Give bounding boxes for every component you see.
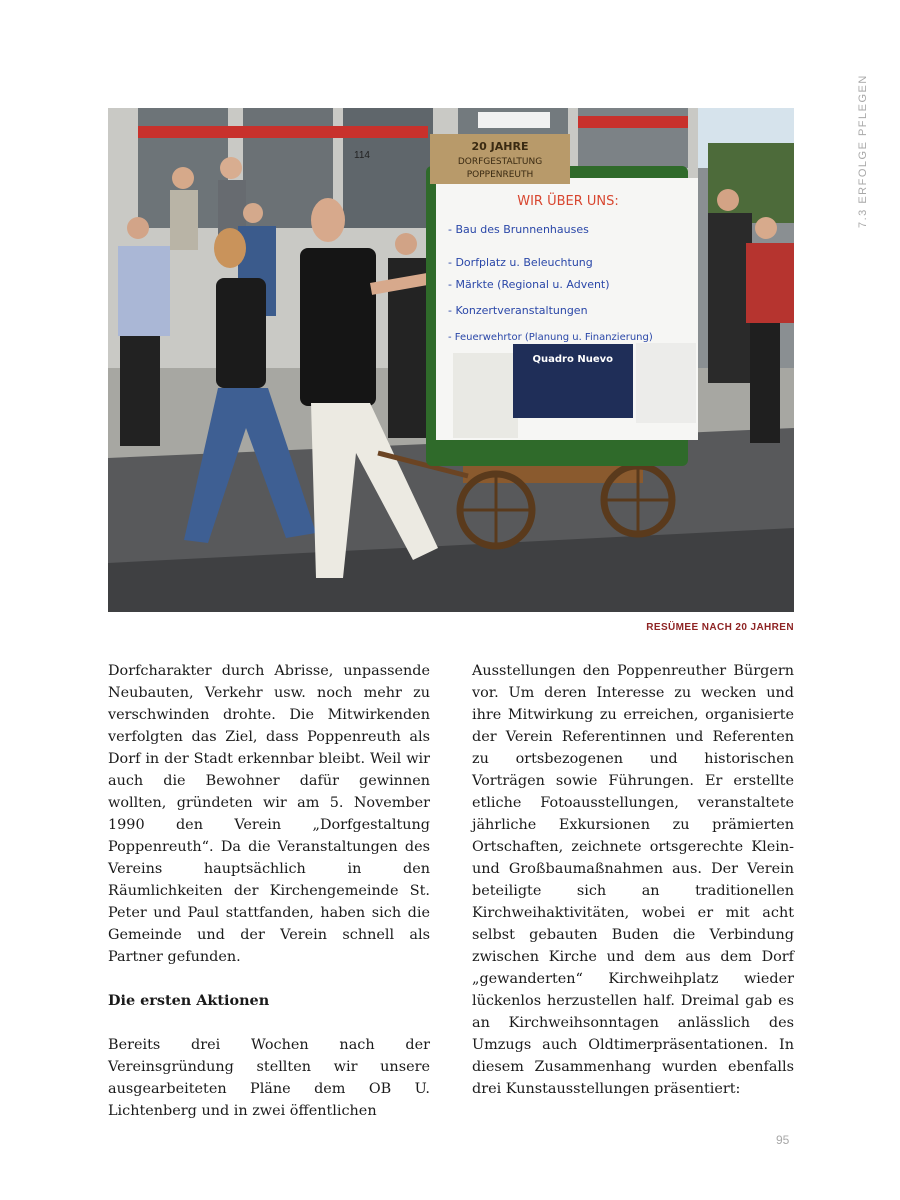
page-number: 95 (776, 1133, 790, 1147)
left-paragraph-1: Dorfcharakter durch Abrisse, unpassende Neubauten, Verkehr usw. noch mehr zu verschwinden drohte. Die Mitwirkenden verfolgten das Ziel, dass Poppenreuth als Dorf in der Stadt erkennbar bleibt. Weil wir auch die Bewohner dafür gewinnen wollten, gründeten wir am 5. November 1990 den Verein „Dorfgestaltung Poppenreuth“. Da die Veranstaltungen des Vereins hauptsächlich in den Räumlichkeiten der Kirchengemeinde St. Peter und Paul stattfanden, haben sich die Gemeinde und der Verein schnell als Partner gefunden. (108, 663, 430, 965)
poster-item-2: - Dorfplatz u. Beleuchtung (448, 256, 593, 269)
flyer-title: Quadro Nuevo (532, 354, 613, 365)
poster-heading: WIR ÜBER UNS: (517, 194, 619, 209)
parade-photo (108, 108, 794, 612)
poster-item-4: - Konzertveranstaltungen (448, 304, 588, 317)
sign-line-1: 20 JAHRE (471, 140, 529, 153)
poster-item-5: - Feuerwehrtor (Planung u. Finanzierung) (448, 332, 653, 343)
poster-item-1: - Bau des Brunnenhauses (448, 223, 589, 236)
sign-line-2: DORFGESTALTUNG (457, 157, 543, 167)
chapter-side-tab (852, 74, 874, 228)
building-number: 114 (354, 150, 370, 161)
left-flyer (453, 353, 518, 438)
left-paragraph-2: Bereits drei Wochen nach der Vereinsgründung stellten wir unsere ausgearbeiteten Pläne dem OB U. Lichtenberg und in zwei öffentlichen (108, 1037, 430, 1119)
sign-line-3: POPPENREUTH (466, 170, 534, 180)
right-text-column (472, 660, 794, 1100)
photo-caption: RESÜMEE NACH 20 JAHREN (646, 622, 794, 633)
right-flyer (636, 343, 696, 423)
poster-item-3: - Märkte (Regional u. Advent) (448, 278, 610, 291)
left-text-column (108, 660, 430, 1122)
right-paragraph-1: Ausstellungen den Poppenreuther Bürgern vor. Um deren Interesse zu wecken und ihre Mitwirkung zu erreichen, organisierte der Verein Referentinnen und Referenten zu ortsbezogenen und historischen Vorträgen sowie Führungen. Er erstellte etliche Fotoausstellungen, veranstaltete jährliche Exkursionen zu prämierten Ortschaften, zeichnete ortsgerechte Klein- und Großbaumaßnahmen aus. Der Verein beteiligte sich an traditionellen Kirchweihaktivitäten, wobei er mit acht selbst gebauten Buden die Verbindung zwischen Kirche und dem aus dem Dorf „gewanderten“ Kirchweihplatz wieder lückenlos herzustellen half. Dreimal gab es an Kirchweihsonntagen anlässlich des Umzugs auch Oldtimerpräsentationen. In diesem Zusammenhang wurden ebenfalls drei Kunstausstellungen präsentiert: (472, 663, 794, 1097)
section-subheading: Die ersten Aktionen (108, 992, 270, 1009)
chapter-side-tab-label: 7.3 ERFOLGE PFLEGEN (857, 74, 869, 228)
